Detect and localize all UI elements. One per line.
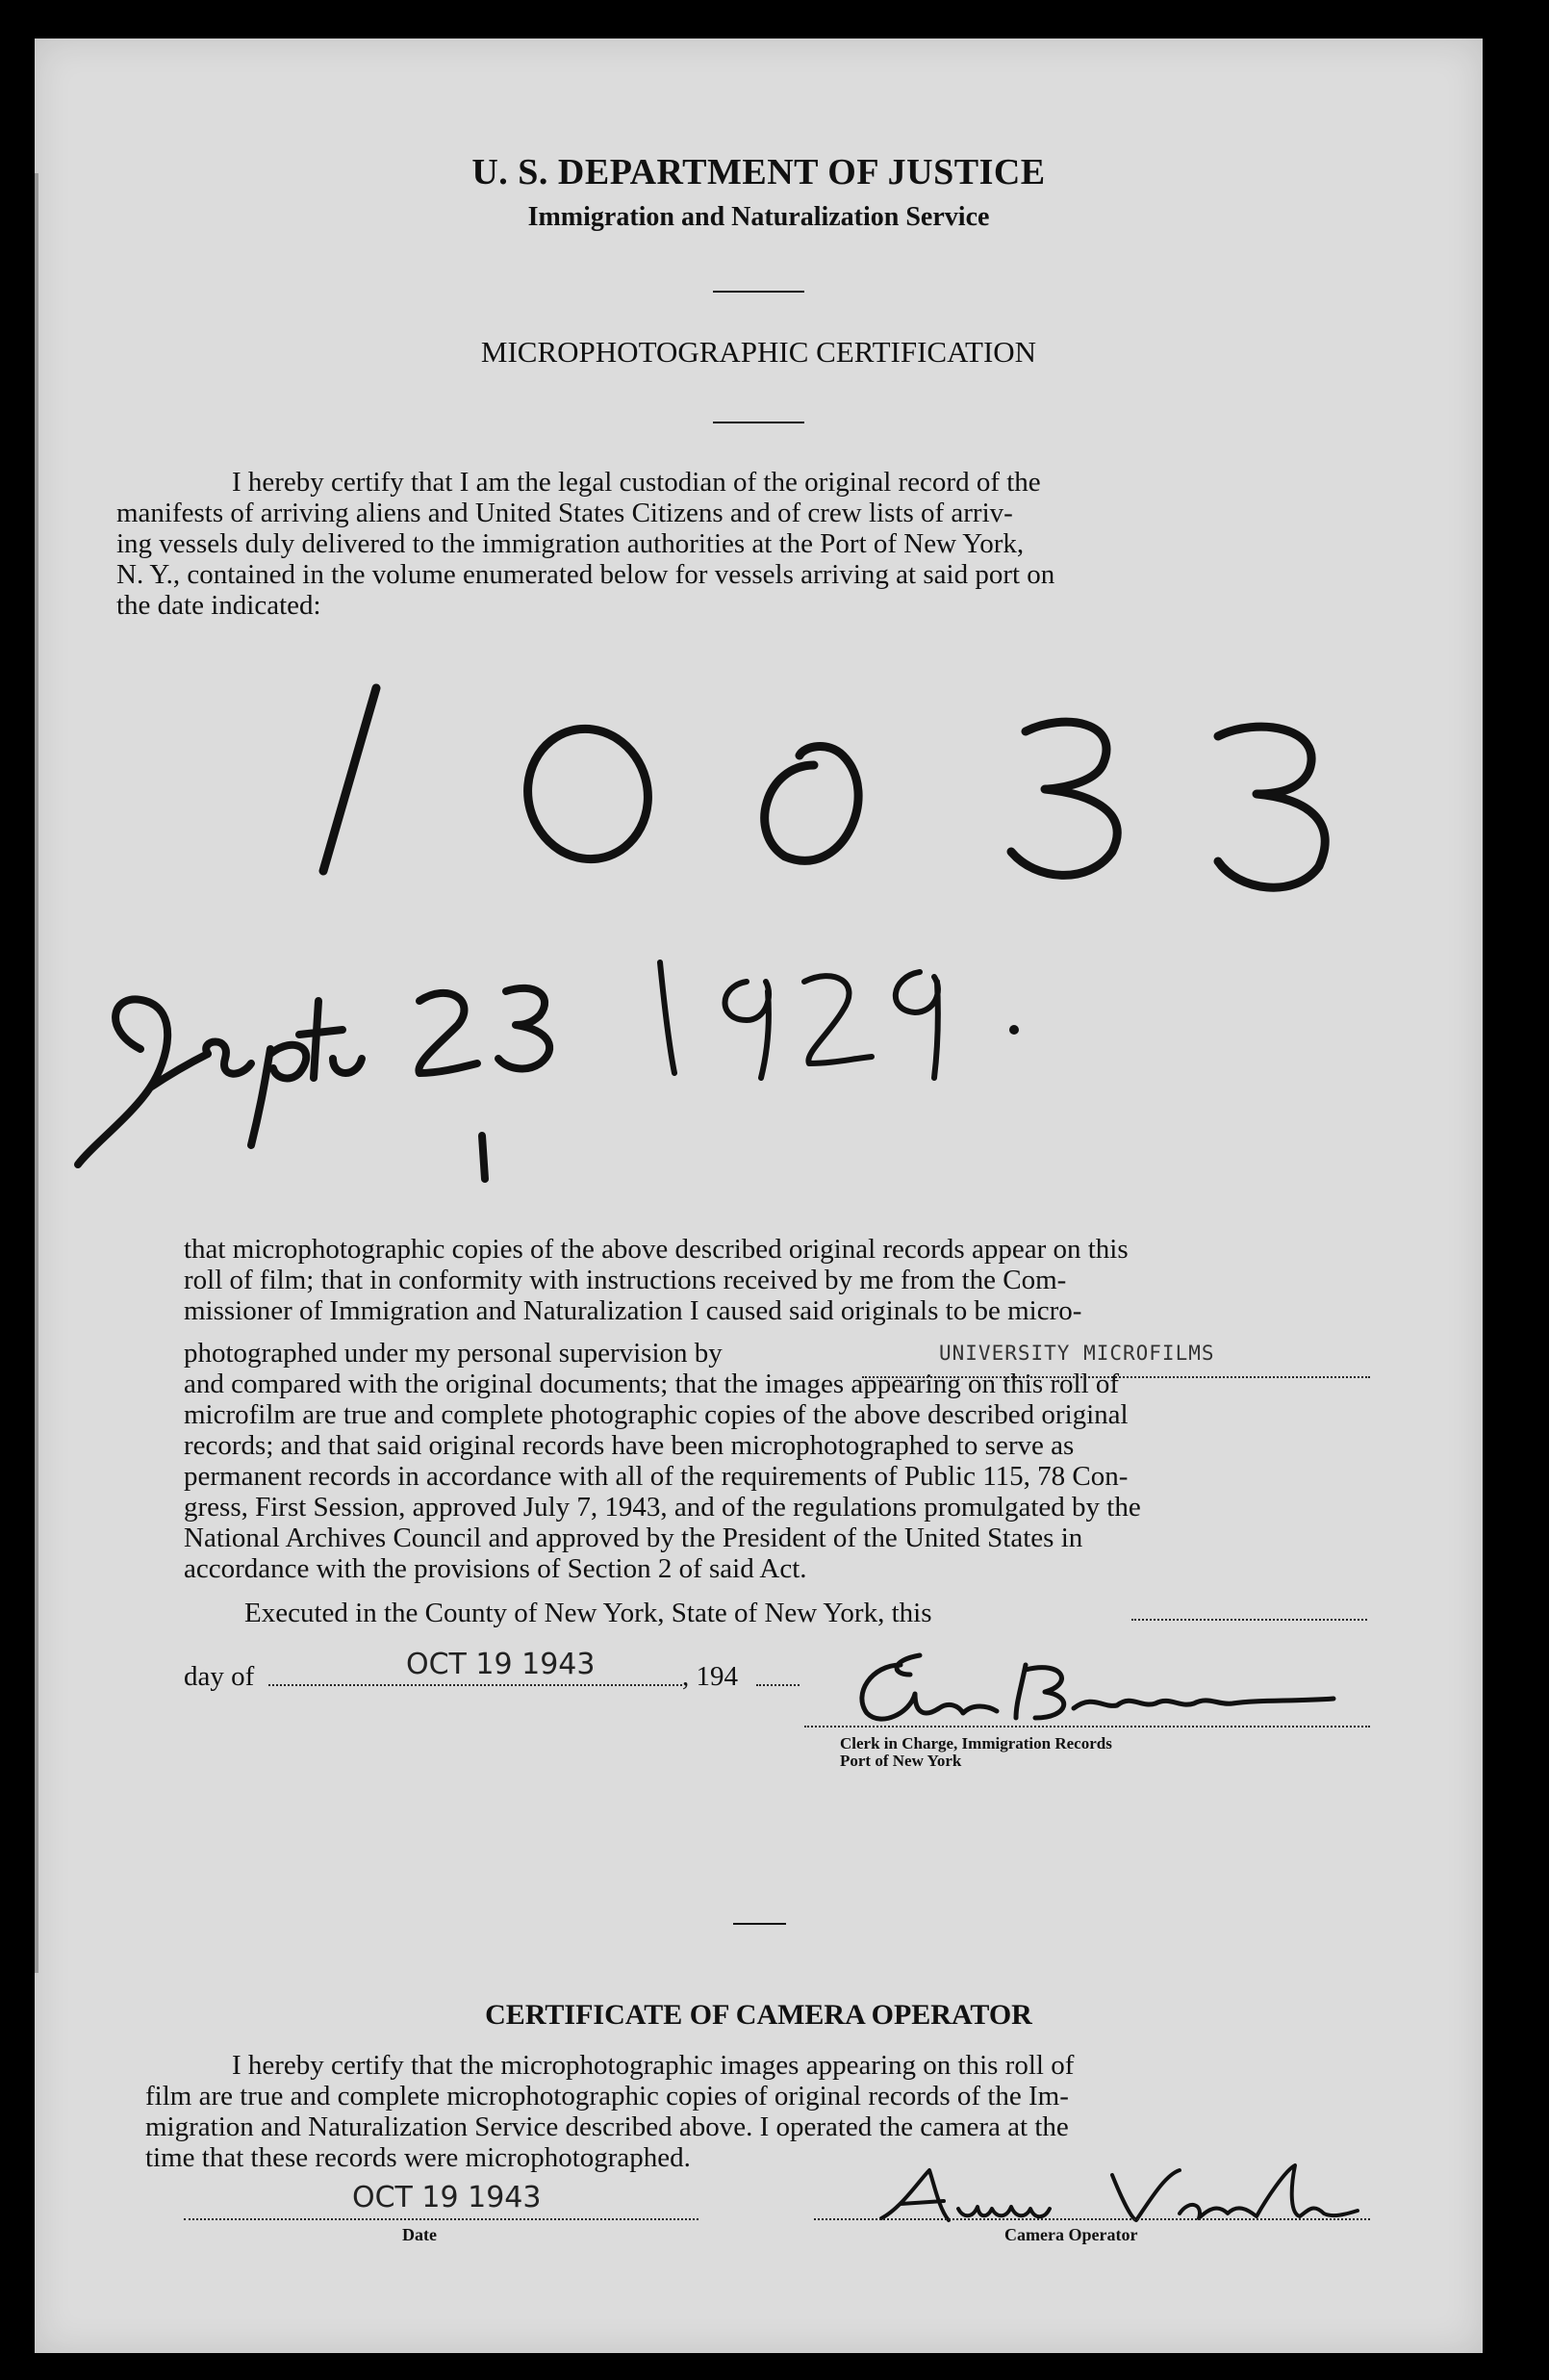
digit-2-stroke <box>804 976 872 1063</box>
paragraph-line: that microphotographic copies of the above described original records appear on this <box>184 1234 1129 1265</box>
digit-0-stroke <box>765 747 858 861</box>
camera-certificate-heading: CERTIFICATE OF CAMERA OPERATOR <box>485 1999 1032 2031</box>
clerk-title: Clerk in Charge, Immigration Records <box>840 1734 1112 1753</box>
custodian-paragraph <box>116 467 1353 621</box>
paragraph-line: accordance with the provisions of Section 2 of said Act. <box>184 1553 807 1584</box>
camera-operator-label: Camera Operator <box>1004 2225 1138 2244</box>
paragraph-line: gress, First Session, approved July 7, 1943, and of the regulations promulgated by the <box>184 1492 1141 1523</box>
paragraph-line: and compared with the original documents; that the images appearing on this roll of <box>184 1369 1120 1399</box>
digit-9-stroke <box>896 972 938 1078</box>
university-microfilms-stamp: UNIVERSITY MICROFILMS <box>939 1342 1215 1365</box>
paragraph-line: the date indicated: <box>116 590 321 621</box>
letter-s-stroke <box>78 999 208 1164</box>
department-title: U. S. DEPARTMENT OF JUSTICE <box>471 152 1046 192</box>
year-fill-line <box>756 1684 800 1686</box>
executed-line: Executed in the County of New York, State of New York, this <box>244 1598 932 1628</box>
paragraph-line: I hereby certify that I am the legal custodian of the original record of the <box>232 467 1041 498</box>
paragraph-line: roll of film; that in conformity with instructions received by me from the Com- <box>184 1265 1067 1295</box>
period-mark <box>1009 1025 1019 1035</box>
digit-3-stroke <box>498 988 549 1069</box>
divider <box>733 1923 786 1925</box>
paragraph-line: ing vessels duly delivered to the immigration authorities at the Port of New York, <box>116 528 1025 559</box>
paragraph-line: missioner of Immigration and Naturalization I caused said originals to be micro- <box>184 1295 1082 1326</box>
camera-date-stamp: OCT 19 1943 <box>352 2181 542 2214</box>
page-edge-shadow <box>35 173 38 1973</box>
day-fill-line <box>1131 1619 1367 1621</box>
letter-t-stroke <box>299 1001 362 1078</box>
divider <box>713 422 804 423</box>
handwritten-volume-number <box>266 659 1353 909</box>
paragraph-line: photographed under my personal supervision by <box>184 1338 723 1369</box>
digit-3-stroke <box>1218 727 1325 887</box>
paragraph-line: time that these records were microphotographed. <box>145 2142 691 2173</box>
paragraph-line: N. Y., contained in the volume enumerated below for vessels arriving at said port on <box>116 559 1055 590</box>
date-fill-line <box>268 1684 682 1686</box>
camera-paragraph <box>145 2050 1372 2173</box>
date-stamp: OCT 19 1943 <box>406 1648 596 1681</box>
paragraph-line: permanent records in accordance with all of the requirements of Public 115, 78 Con- <box>184 1461 1129 1492</box>
paragraph-line: film are true and complete microphotographic copies of original records of the Im- <box>145 2081 1069 2111</box>
day-of-label: day of <box>184 1661 255 1692</box>
digit-0-stroke <box>514 715 663 872</box>
paragraph-line: I hereby certify that the microphotographic images appearing on this roll of <box>232 2050 1075 2081</box>
camera-date-line <box>184 2218 698 2220</box>
paragraph-line: migration and Naturalization Service described above. I operated the camera at the <box>145 2111 1069 2142</box>
letter-e-stroke <box>206 1042 251 1074</box>
date-label: Date <box>402 2225 437 2244</box>
supervisor-fill-line <box>862 1376 1370 1378</box>
camera-operator-line <box>814 2218 1370 2220</box>
service-subtitle: Immigration and Naturalization Service <box>527 202 990 232</box>
digit-9-stroke <box>725 982 770 1078</box>
paragraph-line: records; and that said original records have been microphotographed to serve as <box>184 1430 1075 1461</box>
microphotograph-paragraph <box>184 1234 1367 1584</box>
digit-1-stroke <box>660 962 674 1073</box>
divider <box>713 291 804 293</box>
digit-1-stroke <box>323 688 376 871</box>
paragraph-line: manifests of arriving aliens and United States Citizens and of crew lists of arriv- <box>116 498 1013 528</box>
handwritten-date <box>54 943 1401 1193</box>
comma-stroke <box>482 1136 485 1179</box>
clerk-signature-line <box>804 1726 1370 1727</box>
paragraph-line: microfilm are true and complete photographic copies of the above described original <box>184 1399 1129 1430</box>
certification-heading: MICROPHOTOGRAPHIC CERTIFICATION <box>480 335 1037 369</box>
document-page <box>35 38 1483 2353</box>
letter-p-stroke <box>251 1045 306 1145</box>
clerk-port: Port of New York <box>840 1752 962 1770</box>
clerk-signature <box>833 1636 1372 1732</box>
digit-2-stroke <box>419 993 477 1073</box>
paragraph-line: National Archives Council and approved by the President of the United States in <box>184 1523 1083 1553</box>
digit-3-stroke <box>1011 722 1117 875</box>
year-suffix: , 194 <box>682 1661 738 1692</box>
